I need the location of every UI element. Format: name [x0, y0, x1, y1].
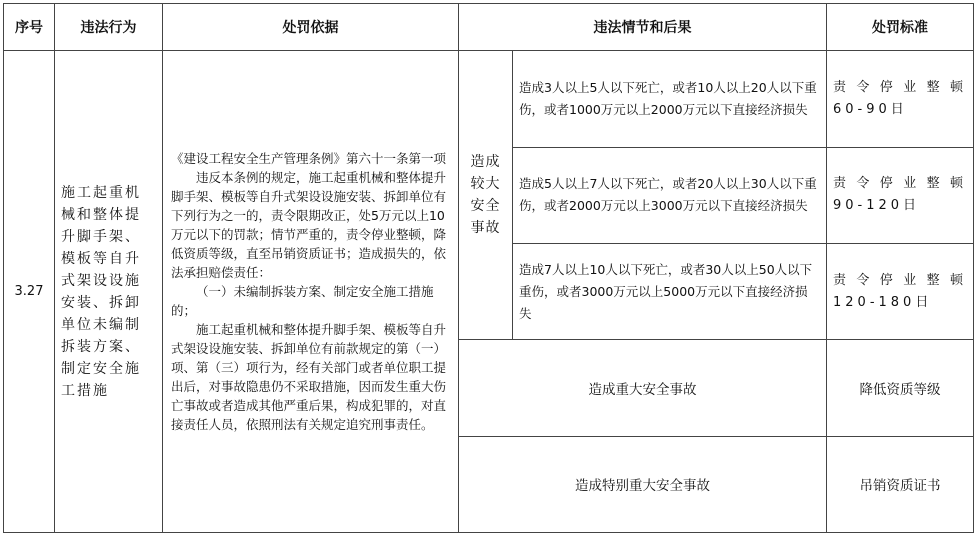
- header-act: 违法行为: [55, 4, 163, 51]
- basis-item: （一）未编制拆装方案、制定安全施工措施的；: [171, 284, 434, 319]
- table-row: [4, 51, 974, 147]
- basis-para: 违反本条例的规定，施工起重机械和整体提升脚手架、模板等自升式架设设施安装、拆卸单位有下列行为之一的，责令限期改正，处5万元以上10万元以下的罚款；情节严重的，责令停业整顿，降低资质等级，直至吊销资质证书；造成损失的，依法承担赔偿责任：: [171, 170, 447, 281]
- standard-cell: 责令停业整顿90-120日: [827, 147, 974, 243]
- consequence-cell: 造成3人以上5人以下死亡，或者10人以上20人以下重伤，或者1000万元以上2000万元以下直接经济损失: [513, 51, 827, 147]
- penalty-basis: [163, 51, 459, 533]
- penalty-table: [3, 3, 974, 533]
- violation-act: 施工起重机械和整体提升脚手架、模板等自升式架设设施安装、拆卸单位未编制拆装方案、制定安全施工措施: [55, 51, 163, 533]
- consequence-cell: 造成特别重大安全事故: [459, 436, 827, 532]
- category-label: 造成较大安全事故: [470, 154, 501, 237]
- consequence-cell: 造成5人以上7人以下死亡，或者20人以上30人以下重伤，或者2000万元以上3000万元以下直接经济损失: [513, 147, 827, 243]
- basis-title: 《建设工程安全生产管理条例》第六十一条第一项: [171, 151, 447, 167]
- header-num: 序号: [4, 4, 55, 51]
- header-basis: 处罚依据: [163, 4, 459, 51]
- basis-para: 施工起重机械和整体提升脚手架、模板等自升式架设设施安装、拆卸单位有前款规定的第（一）项、第（三）项行为，经有关部门或者单位职工提出后，对事故隐患仍不采取措施，因而发生重大伤亡事故或者造成其他严重后果，构成犯罪的，对直接责任人员，依照刑法有关规定追究刑事责任。: [171, 322, 447, 433]
- row-num: 3.27: [4, 51, 55, 533]
- header-row: [4, 4, 974, 51]
- header-consequence: 违法情节和后果: [459, 4, 827, 51]
- standard-cell: 吊销资质证书: [827, 436, 974, 532]
- header-standard: 处罚标准: [827, 4, 974, 51]
- standard-cell: 降低资质等级: [827, 340, 974, 436]
- standard-cell: 责令停业整顿120-180日: [827, 243, 974, 339]
- category-cell: [459, 51, 513, 340]
- consequence-cell: 造成重大安全事故: [459, 340, 827, 436]
- consequence-cell: 造成7人以上10人以下死亡，或者30人以上50人以下重伤，或者3000万元以上5000万元以下直接经济损失: [513, 243, 827, 339]
- standard-cell: 责令停业整顿60-90日: [827, 51, 974, 147]
